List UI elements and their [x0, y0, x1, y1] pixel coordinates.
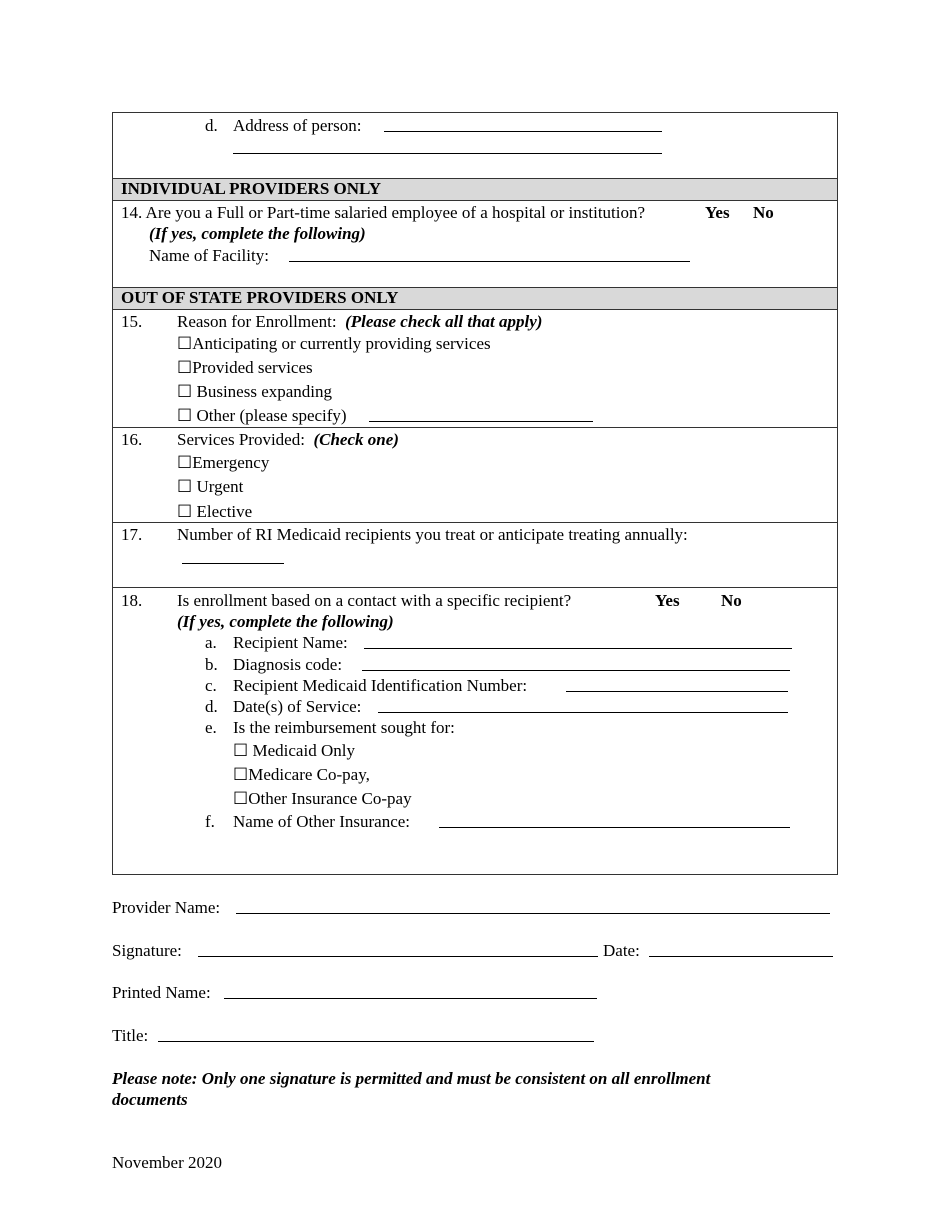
other-insurance-field[interactable]	[439, 813, 790, 828]
checkbox-icon[interactable]: ☐	[177, 358, 193, 378]
q15-option-anticipating[interactable]: ☐Anticipating or currently providing services	[177, 334, 491, 354]
date-of-service-label: Date(s) of Service:	[233, 697, 362, 716]
individual-providers-title: INDIVIDUAL PROVIDERS ONLY	[121, 179, 382, 198]
q16-option-emergency[interactable]: ☐Emergency	[177, 453, 270, 473]
q18-d-letter: d.	[205, 697, 218, 716]
address-field-line-1[interactable]	[384, 117, 662, 132]
checkbox-icon[interactable]: ☐	[177, 406, 193, 426]
address-field-line-2[interactable]	[233, 139, 662, 154]
other-insurance-label: Name of Other Insurance:	[233, 812, 411, 831]
medicaid-id-field[interactable]	[566, 677, 788, 692]
checkbox-icon[interactable]: ☐	[233, 741, 249, 761]
q18-f-letter: f.	[205, 812, 215, 831]
form-table	[112, 112, 838, 875]
q16-note: (Check one)	[313, 430, 399, 449]
checkbox-icon[interactable]: ☐	[177, 477, 193, 497]
diagnosis-code-field[interactable]	[362, 656, 790, 671]
row-divider	[113, 587, 837, 588]
checkbox-icon[interactable]: ☐	[177, 382, 193, 402]
q17-number: 17.	[121, 525, 143, 544]
printed-name-field[interactable]	[224, 984, 597, 999]
checkbox-icon[interactable]: ☐	[177, 502, 193, 522]
reimbursement-option-other-insurance[interactable]: ☐Other Insurance Co-pay	[233, 789, 412, 809]
provider-name-label: Provider Name:	[112, 898, 221, 917]
q14-text: 14. Are you a Full or Part-time salaried employee of a hospital or institution?	[121, 203, 646, 222]
q14-yes-option[interactable]: Yes	[705, 203, 730, 222]
reimbursement-label: Is the reimbursement sought for:	[233, 718, 455, 737]
facility-label: Name of Facility:	[149, 246, 269, 265]
row-divider	[113, 522, 837, 523]
checkbox-icon[interactable]: ☐	[233, 765, 249, 785]
printed-name-label: Printed Name:	[112, 983, 211, 1002]
row-divider	[113, 427, 837, 428]
date-of-service-field[interactable]	[378, 698, 788, 713]
signature-label: Signature:	[112, 941, 182, 960]
q17-label: Number of RI Medicaid recipients you treat or anticipate treating annually:	[177, 525, 688, 544]
q18-e-letter: e.	[205, 718, 217, 737]
out-of-state-title: OUT OF STATE PROVIDERS ONLY	[121, 288, 399, 307]
q16-option-urgent[interactable]: ☐ Urgent	[177, 477, 244, 497]
q18-note: (If yes, complete the following)	[177, 612, 394, 631]
q16-option-elective[interactable]: ☐ Elective	[177, 502, 253, 522]
q15-other-field[interactable]	[369, 407, 593, 422]
facility-field[interactable]	[289, 247, 690, 262]
q17-count-field[interactable]	[182, 549, 284, 564]
signature-note-line-1: Please note: Only one signature is permitted and must be consistent on all enrollment	[112, 1069, 711, 1088]
signature-field[interactable]	[198, 942, 598, 957]
q18-no-option[interactable]: No	[721, 591, 742, 610]
q15-number: 15.	[121, 312, 143, 331]
title-label: Title:	[112, 1026, 149, 1045]
q16-number: 16.	[121, 430, 143, 449]
medicaid-id-label: Recipient Medicaid Identification Number:	[233, 676, 528, 695]
q18-a-letter: a.	[205, 633, 217, 652]
q15-label: Reason for Enrollment: (Please check all that apply)	[177, 312, 543, 331]
q15-option-business-expanding[interactable]: ☐ Business expanding	[177, 382, 333, 402]
reimbursement-option-medicare-copay[interactable]: ☐Medicare Co-pay,	[233, 765, 370, 785]
q14-note: (If yes, complete the following)	[149, 224, 366, 243]
out-of-state-header	[113, 287, 837, 310]
date-field[interactable]	[649, 942, 833, 957]
q15-option-provided[interactable]: ☐Provided services	[177, 358, 313, 378]
q16-label: Services Provided: (Check one)	[177, 430, 399, 449]
item-d-letter: d.	[205, 116, 218, 135]
recipient-name-field[interactable]	[364, 634, 792, 649]
q18-b-letter: b.	[205, 655, 218, 674]
q14-no-option[interactable]: No	[753, 203, 774, 222]
checkbox-icon[interactable]: ☐	[233, 789, 249, 809]
q18-yes-option[interactable]: Yes	[655, 591, 680, 610]
footer-date: November 2020	[112, 1153, 223, 1172]
reimbursement-option-medicaid-only[interactable]: ☐ Medicaid Only	[233, 741, 355, 761]
recipient-name-label: Recipient Name:	[233, 633, 348, 652]
q18-label: Is enrollment based on a contact with a specific recipient?	[177, 591, 572, 610]
q15-option-other[interactable]: ☐ Other (please specify)	[177, 406, 347, 426]
q15-note: (Please check all that apply)	[345, 312, 543, 331]
q18-number: 18.	[121, 591, 143, 610]
address-label: Address of person:	[233, 116, 362, 135]
diagnosis-code-label: Diagnosis code:	[233, 655, 343, 674]
signature-note-line-2: documents	[112, 1090, 188, 1109]
checkbox-icon[interactable]: ☐	[177, 453, 193, 473]
individual-providers-header	[113, 178, 837, 201]
date-label: Date:	[603, 941, 640, 960]
q18-c-letter: c.	[205, 676, 217, 695]
checkbox-icon[interactable]: ☐	[177, 334, 193, 354]
title-field[interactable]	[158, 1027, 594, 1042]
provider-name-field[interactable]	[236, 899, 830, 914]
